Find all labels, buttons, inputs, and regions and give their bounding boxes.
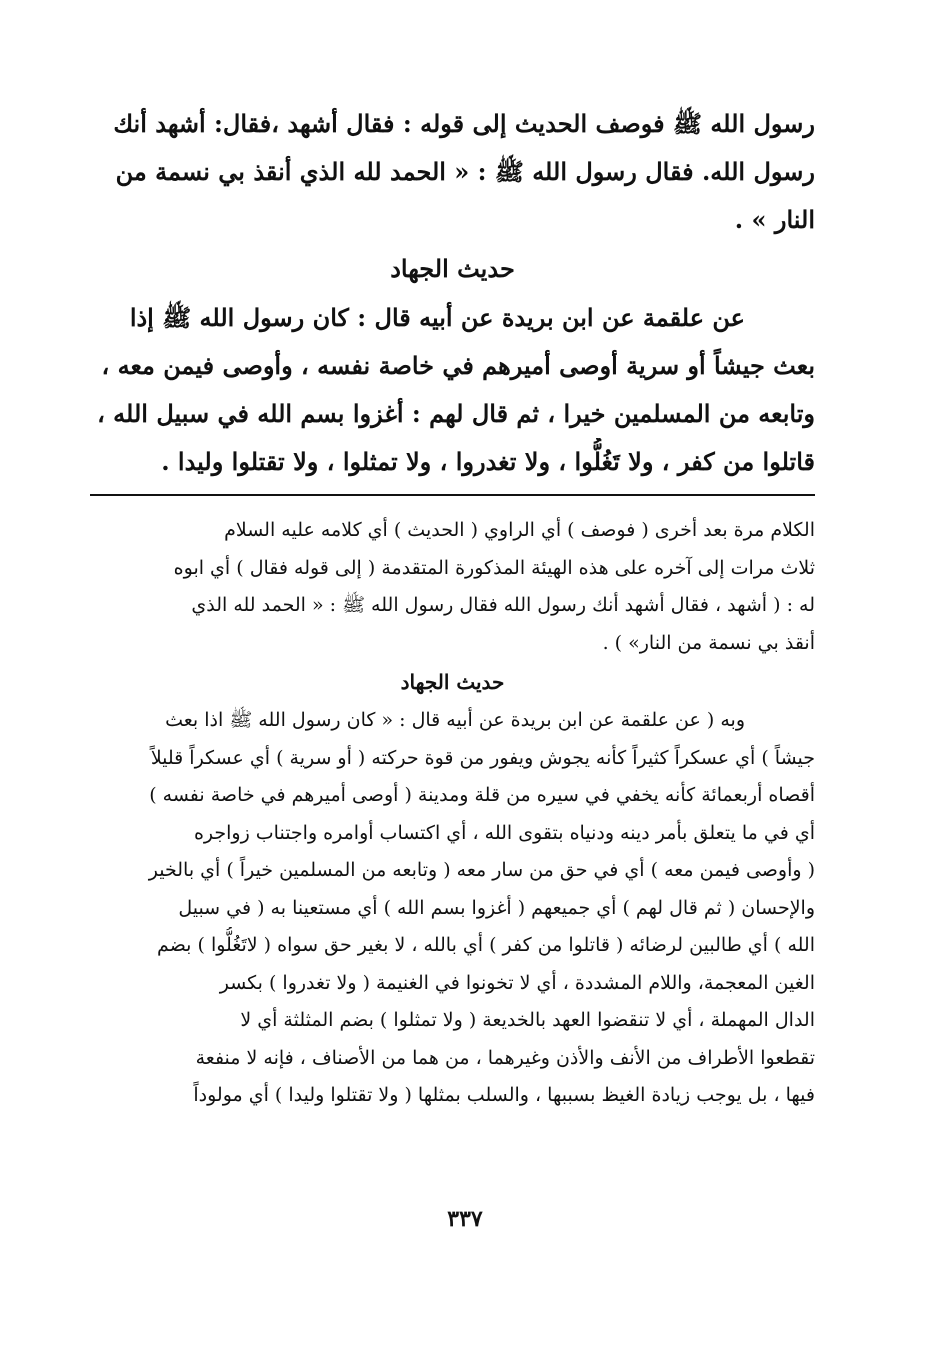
page-number: ٣٣٧ (447, 1206, 483, 1232)
hadith-line: بعث جيشاً أو سرية أوصى أميرهم في خاصة نفسه ، وأوصى فيمن معه ، (101, 351, 815, 380)
commentary-body-line: تقطعوا الأطراف من الأنف والأذن وغيرهما ، من هما من الأصناف ، فإنه لا منفعة (195, 1046, 815, 1069)
commentary-body-line: وبه ( عن علقمة عن ابن بريدة عن أبيه قال : « كان رسول الله ﷺ اذا بعث (165, 709, 745, 731)
commentary-body-line: جيشاً ) أي عسكراً كثيراً كأنه يجوش ويفور من قوة حركته ( أو سرية ) أي عسكراً قليلاً (150, 746, 815, 769)
commentary-body-line: ( وأوصى فيمن معه ) أي في حق من سار معه ( وتابعه من المسلمين خيراً ) أي بالخير (148, 859, 815, 881)
commentary-line: ثلاث مرات إلى آخره على هذه الهيئة المذكورة المتقدمة ( إلى قوله فقال ) أي ابوه (173, 556, 815, 579)
commentary-body-line: أقصاه أربعمائة كأنه يخفي في سيره من قلة ومدينة ( أوصى أميرهم في خاصة نفسه ) (149, 784, 815, 806)
commentary-line: أنقذ بي نسمة من النار» ) . (602, 631, 815, 654)
commentary-body-line: فيها ، بل يوجب زيادة الغيظ بسببها ، والسلب بمثلها ( ولا تقتلوا وليدا ) أي مولوداً (193, 1084, 815, 1106)
commentary-body-line: والإحسان ( ثم قال لهم ) أي جميعهم ( أغزوا بسم الله ) أي مستعينا به ( في سبيل (178, 896, 815, 919)
commentary-line: له : ( أشهد ، فقال أشهد أنك رسول الله فقال رسول الله ﷺ : « الحمد لله الذي (191, 594, 815, 616)
main-text (90, 100, 815, 486)
commentary-body-line: الدال المهملة ، أي لا تنقضوا العهد بالخديعة ( ولا تمثلوا ) بضم المثلثة أي لا (240, 1009, 815, 1031)
main-text-line: رسول الله ﷺ فوصف الحديث إلى قوله : فقال أشهد ،فقال: أشهد أنك (113, 109, 815, 138)
section-heading: حديث الجهاد (390, 254, 515, 283)
commentary-body-line: أي في ما يتعلق بأمر دينه ودنياه بتقوى الله ، أي اكتساب أوامره واجتناب زواجره (193, 821, 815, 844)
commentary-text (90, 512, 815, 1115)
hadith-line: عن علقمة عن ابن بريدة عن أبيه قال : كان رسول الله ﷺ إذا (129, 303, 745, 332)
commentary-body-line: الغين المعجمة، واللام المشددة ، أي لا تخونوا في الغنيمة ( ولا تغدروا ) بكسر (219, 971, 815, 994)
main-text-line: النار » . (734, 205, 815, 234)
commentary-heading: حديث الجهاد (400, 670, 505, 694)
hadith-line: وتابعه من المسلمين خيرا ، ثم قال لهم : أغزوا بسم الله في سبيل الله ، (97, 399, 815, 428)
hadith-line: قاتلوا من كفر ، ولا تَغُلُّوا ، ولا تغدروا ، ولا تمثلوا ، ولا تقتلوا وليدا . (161, 447, 815, 476)
separator-rule (90, 494, 815, 496)
commentary-body-line: الله ) أي طالبين لرضائه ( قاتلوا من كفر ) أي بالله ، لا بغير حق سواه ( لاتَغُلُّوا ) بضم (157, 934, 815, 956)
main-text-line: رسول الله. فقال رسول الله ﷺ : « الحمد لله الذي أنقذ بي نسمة من (115, 157, 815, 186)
commentary-line: الكلام مرة بعد أخرى ( فوصف ) أي الراوي ( الحديث ) أي كلامه عليه السلام (224, 519, 815, 541)
